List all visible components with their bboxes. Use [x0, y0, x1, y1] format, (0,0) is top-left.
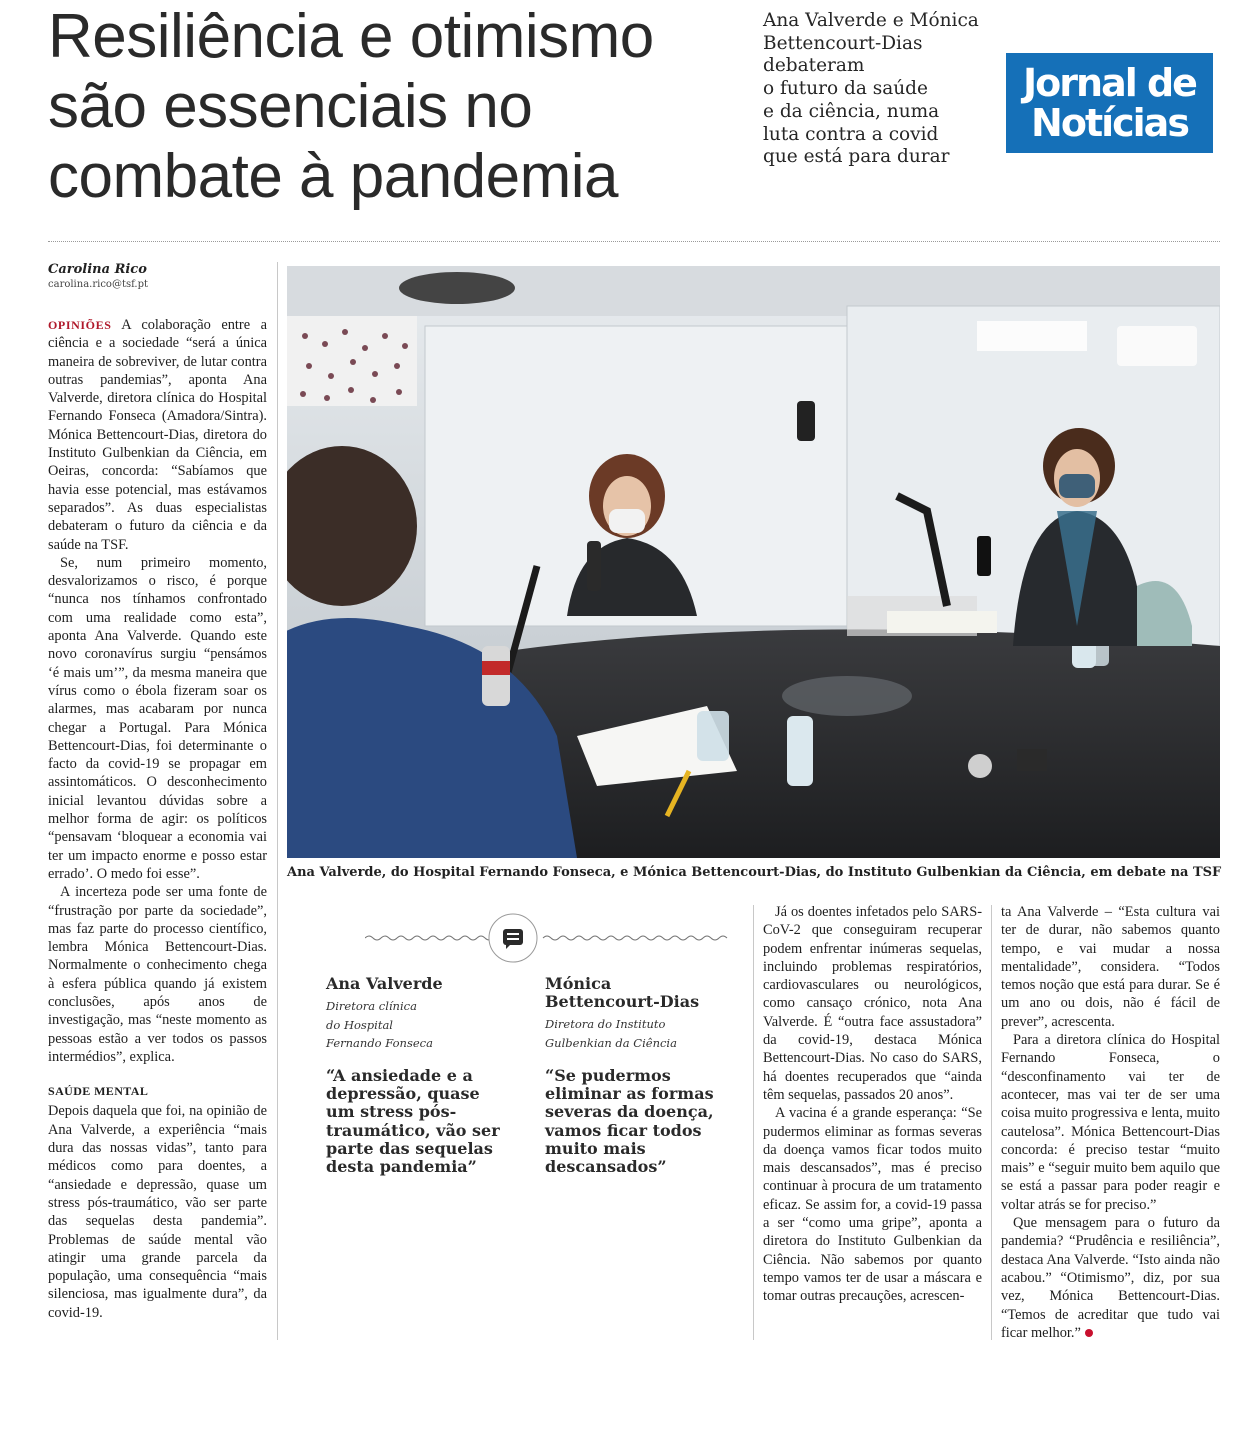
deck	[763, 10, 1003, 169]
paragraph	[48, 316, 267, 554]
speaker-role-line: Gulbenkian da Ciência	[545, 1035, 677, 1050]
subheading: SAÚDE MENTAL	[48, 1084, 149, 1099]
article-column-4	[1001, 903, 1220, 1342]
quote-line: eliminar as formas	[545, 1084, 714, 1104]
quote-line: severas da doença,	[545, 1102, 714, 1122]
deck-line: debateram	[763, 55, 865, 77]
deck-line: que está para durar	[763, 146, 950, 168]
speaker-box-left	[326, 975, 526, 1053]
headline-line: Resiliência e otimismo	[48, 2, 654, 71]
speaker-box-right	[545, 975, 745, 1052]
photo-caption: Ana Valverde, do Hospital Fernando Fonseca, e Mónica Bettencourt-Dias, do Instituto Gulbenkian da Ciência, em debate na TSF	[287, 865, 1222, 880]
speaker-role-line: do Hospital	[326, 1017, 393, 1032]
author-email: carolina.rico@tsf.pt	[48, 279, 149, 290]
newspaper-logo	[1006, 53, 1213, 153]
photo-illustration	[287, 266, 1220, 858]
column-divider	[753, 905, 754, 1340]
pull-quote-left	[326, 1067, 536, 1176]
speaker-role-line: Fernando Fonseca	[326, 1036, 433, 1050]
quote-line: descansados”	[545, 1157, 667, 1177]
quote-line: “A ansiedade e a	[326, 1066, 473, 1085]
column-divider	[277, 262, 278, 1340]
paragraph-text: A colaboração entre a ciência e a sociedade “será a única maneira de sobreviver, de lutar contra outras pandemias”, aponta Ana Valverde, diretora clínica do Hospital Fernando Fonseca (Amadora/Sintra). Mónica Bettencourt-Dias, diretora do Instituto Gulbenkian da Ciência, em Oeiras, concorda: “Sabíamos que havia esse potencial, mas estávamos separados”. As duas especialistas debateram o futuro da ciência e da saúde na TSF.	[48, 317, 267, 553]
quote-line: vamos ficar todos	[545, 1120, 702, 1140]
speaker-role	[545, 1015, 745, 1052]
speaker-role-line: Diretora do Instituto	[545, 1017, 666, 1031]
article-column-3	[763, 903, 982, 1306]
logo-line-2: Notícias	[1031, 101, 1188, 145]
headline-line: são essenciais no	[48, 72, 533, 141]
paragraph: Já os doentes infetados pelo SARS-CoV-2 que conseguiram recuperar podem enfrentar inúmeras sequelas, incluindo problemas respiratórios, cardiovasculares ou neurológicos, como cansaço crónico, nota Ana Valverde. É “outra face assustadora” da covid-19, destaca Mónica Bettencourt-Dias. No caso do SARS, há doentes recuperados que “ainda têm sequelas, passados 20 anos”.	[763, 904, 982, 1103]
quote-line: parte das sequelas	[326, 1138, 493, 1158]
quote-line: muito mais	[545, 1138, 646, 1158]
deck-line: Ana Valverde e Mónica	[763, 10, 979, 31]
end-mark-icon	[1085, 1329, 1093, 1337]
deck-line: luta contra a covid	[763, 123, 939, 145]
paragraph: A incerteza pode ser uma fonte de “frustração por parte da sociedade”, mas faz parte do processo científico, lembra Mónica Bettencourt-Dias. Normalmente o conhecimento chega à esfera pública quando já existem conclusões, após anos de investigação, mas “neste momento as pessoas estão a ver todos os passos intermédios”, explica.	[48, 884, 267, 1065]
paragraph: ta Ana Valverde – “Esta cultura vai ter de durar, não sabemos quanto tempo, e vai mudar a nossa mentalidade”, considera. “Todos temos noção que está para durar. Se é um ano ou dois, não é fácil de prever”, acrescenta.	[1001, 904, 1220, 1030]
section-kicker: OPINIÕES	[48, 318, 112, 332]
quote-line: “Se pudermos	[545, 1066, 671, 1085]
speech-bubble-icon	[503, 929, 523, 945]
pull-quote-right	[545, 1067, 750, 1176]
speaker-name-line: Mónica	[545, 974, 612, 993]
studio-photo	[287, 266, 1220, 858]
paragraph: Se, num primeiro momento, desvalorizamos o risco, é porque “nunca nos tínhamos confrontado com uma realidade como esta”, aponta Ana Valverde. Quando este novo coronavírus surgiu “pensámos ‘é mais um’”, da mesma maneira que vírus como o ébola fizeram soar os alarmes, mas acabaram por nunca chegar a Portugal. Para Mónica Bettencourt-Dias, foi determinante o facto da covid-19 se propagar em assintomáticos. O desconhecimento inicial levantou dúvidas sobre a melhor forma de agir: os políticos “pensavam ‘bloquear a economia vai ter um impacto enorme e posso estar errado’. O medo foi esse”.	[48, 554, 267, 882]
paragraph: Para a diretora clínica do Hospital Fernando Fonseca, o “desconfinamento vai ter de acontecer, mas vai ter de ser uma coisa muito progressiva e lenta, muito cautelosa”. Mónica Bettencourt-Dias concorda: é preciso testar “muito mais” e “seguir muito bem aquilo que se está a passar para poder reagir e voltar atrás se for preciso.”	[1001, 1032, 1221, 1213]
header-divider	[48, 241, 1220, 242]
deck-line: o futuro da saúde	[763, 78, 928, 100]
deck-line: Bettencourt-Dias	[763, 32, 923, 54]
article-column-1	[48, 316, 267, 1322]
logo-line-1: Jornal de	[1023, 61, 1196, 105]
paragraph-text: Que mensagem para o futuro da pandemia? “Prudência e resiliência”, destaca Ana Valverde. “Isto ainda não acabou.” “Otimismo”, diz, por sua vez, Mónica Bettencourt-Dias. “Temos de acreditar que tudo vai ficar melhor.”	[1001, 1215, 1220, 1341]
byline	[48, 262, 268, 290]
author-name: Carolina Rico	[48, 262, 147, 277]
speaker-role	[326, 997, 526, 1053]
paragraph: A vacina é a grande esperança: “Se pudermos eliminar as formas severas da doença vamos ficar todos muito mais descansados”, mas é preciso continuar à procura de um tratamento eficaz. Se assim for, a covid-19 passa a ser “como uma gripe”, aponta a diretora do Instituto Gulbenkian da Ciência. Não sabemos por quanto tempo vamos ter de usar a máscara e tomar outras precauções, acrescen-	[763, 1105, 982, 1305]
headline-line: combate à pandemia	[48, 142, 619, 211]
speaker-name-line: Bettencourt-Dias	[545, 992, 700, 1011]
paragraph: Depois daquela que foi, na opinião de Ana Valverde, a experiência “mais dura das nossas vidas”, tanto para médicos como para doentes, a “ansiedade e depressão, quase um stress pós-traumático, vão ser parte das sequelas desta pandemia”. Problemas de saúde mental vão atingir uma grande parcela da população, uma consequência “mais silenciosa, mas igualmente dura”, da covid-19.	[48, 1103, 267, 1321]
deck-line: e da ciência, numa	[763, 100, 940, 122]
speaker-role-line: Diretora clínica	[326, 999, 417, 1013]
quote-line: depressão, quase	[326, 1084, 480, 1104]
quote-divider	[365, 912, 735, 964]
headline	[48, 2, 748, 212]
quote-line: traumático, vão ser	[326, 1120, 500, 1140]
paragraph	[1001, 1214, 1220, 1342]
column-divider	[991, 905, 992, 1340]
speaker-name	[545, 975, 745, 1011]
speaker-name: Ana Valverde	[326, 974, 443, 993]
quote-line: um stress pós-	[326, 1102, 457, 1122]
quote-line: desta pandemia”	[326, 1157, 477, 1177]
wave-line	[365, 912, 735, 964]
